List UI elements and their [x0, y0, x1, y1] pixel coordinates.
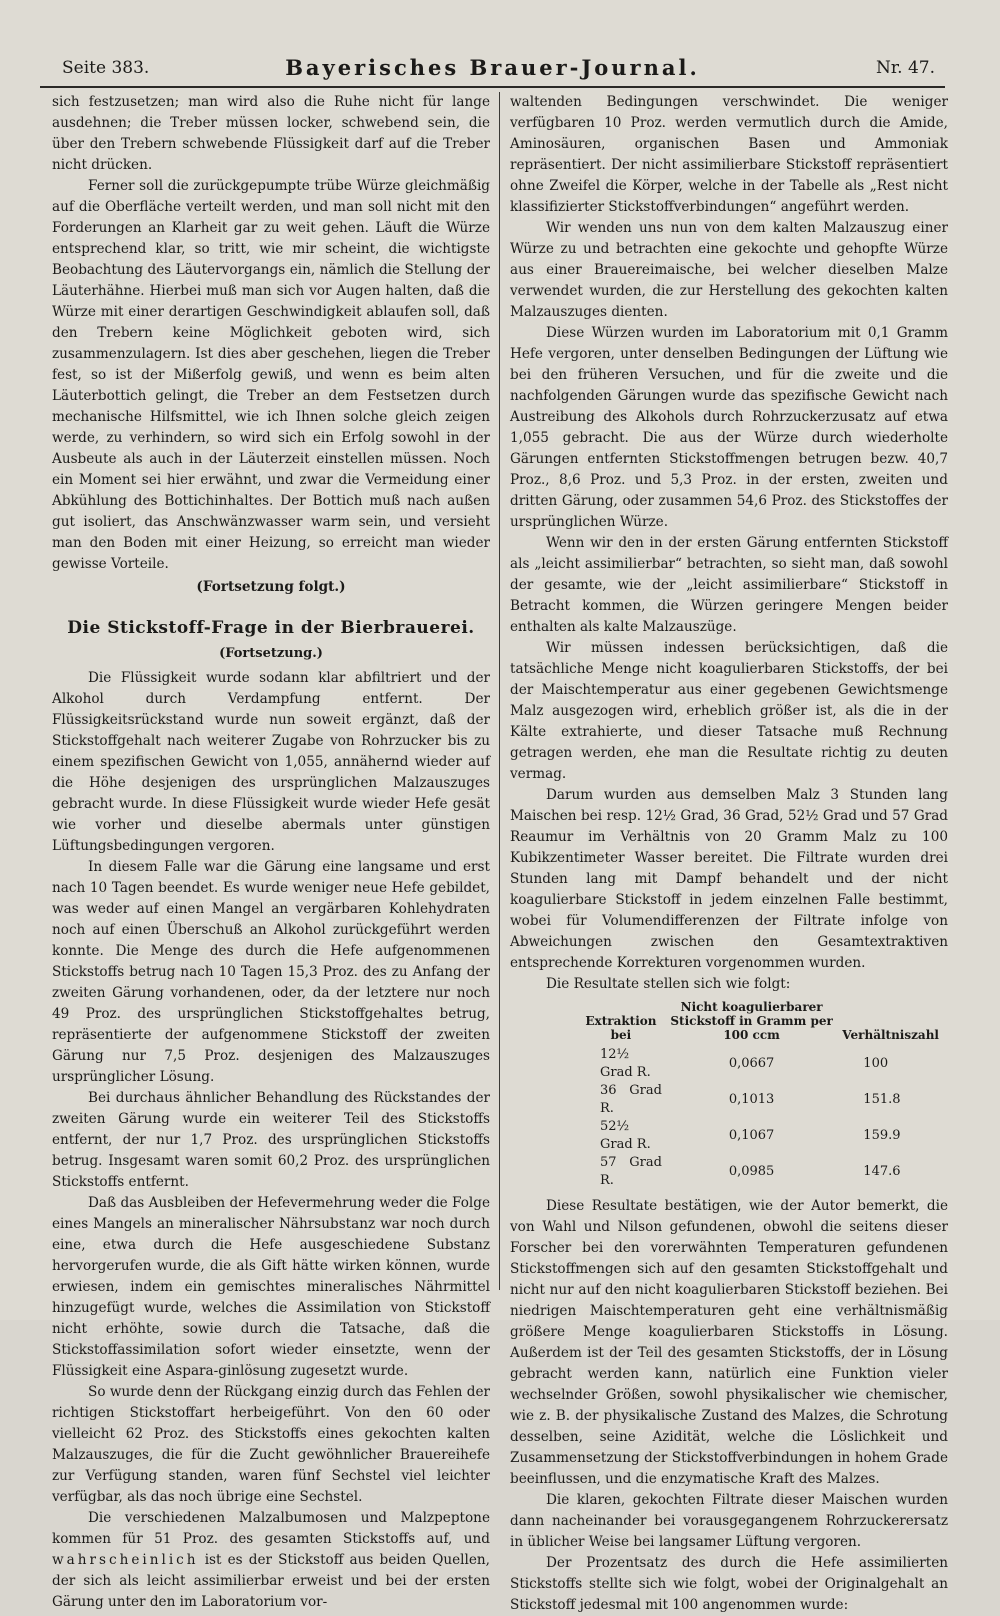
paragraph: In diesem Falle war die Gärung eine langsame und erst nach 10 Tagen beendet. Es wurde weniger neue Hefe gebildet, was weder auf einen Mangel an vergärbaren Kohlehydraten noch auf einen Überschuß an Alkohol zurückgeführt werden konnte. Die Menge des durch die Hefe aufgenommenen Stickstoffs betrug nach 10 Tagen 15,3 Proz. des zu Anfang der zweiten Gärung vorhandenen, oder, da der letztere nur noch 49 Proz. des ursprünglichen Stickstoffgehaltes betrug, repräsentierte der aufgenommene Stickstoff der zweiten Gärung nur 7,5 Proz. desjenigen des Malzauszuges ursprünglicher Lösung. — [52, 859, 490, 1085]
issue-number: Nr. 47. — [876, 58, 935, 78]
table-header-row — [580, 999, 940, 1046]
table-cell: 52½ Grad R. — [600, 1119, 651, 1152]
table-cell: 57 Grad R. — [600, 1155, 662, 1188]
paragraph: Der Prozentsatz des durch die Hefe assimilierten Stickstoffs stellte sich wie folgt, wobei der Originalgehalt an Stickstoff jedesmal mit 100 angenommen wurde: — [510, 1555, 948, 1613]
paragraph: Die klaren, gekochten Filtrate dieser Maischen wurden dann nacheinander bei vorausgegangenem Rohrzuckerersatz in üblicher Weise bei langsamer Lüftung vergoren. — [510, 1492, 948, 1550]
left-column — [52, 92, 490, 1610]
article-subtitle: (Fortsetzung.) — [219, 646, 323, 661]
table-cell: 0,0667 — [728, 1056, 775, 1071]
table-row — [580, 1046, 940, 1082]
table-cell: 12½ Grad R. — [600, 1047, 651, 1080]
page-header — [40, 52, 945, 88]
table-cell: 159.9 — [863, 1128, 901, 1143]
paragraph: Diese Resultate bestätigen, wie der Autor bemerkt, die von Wahl und Nilson gefundenen, obwohl die seitens dieser Forscher bei den vorerwähnten Temperaturen gefundenen Stickstoffmengen sich auf den gesamten Stickstoffgehalt und nicht nur auf den nicht koagulierbaren Stickstoff beziehen. Bei niedrigen Maischtemperaturen geht eine verhältnismäßig größere Menge koagulierbaren Stickstoffs in Lösung. Außerdem ist der Teil des gesamten Stickstoffs, der in Lösung gebracht werden kann, natürlich eine Funktion vieler wechselnder Größen, sowohl physikalischer wie chemischer, wie z. B. der physikalische Zustand des Malzes, die Schrotung desselben, seine Azidität, welche die Löslichkeit und Zusammensetzung der Stickstoffverbindungen in hohem Grade beeinflussen, und die enzymatische Kraft des Malzes. — [510, 1198, 948, 1487]
table-cell: 100 — [863, 1056, 889, 1071]
emphasized-word: wahrscheinlich — [52, 1552, 199, 1568]
paragraph: Bei durchaus ähnlicher Behandlung des Rückstandes der zweiten Gärung wurde ein weiterer Teil des Stickstoffs entfernt, der nur 1,7 Proz. des ursprünglichen Stickstoffs betrug. Insgesamt waren somit 60,2 Proz. des ursprünglichen Stickstoffs entfernt. — [52, 1090, 490, 1190]
paragraph: So wurde denn der Rückgang einzig durch das Fehlen der richtigen Stickstoffart herbeigeführt. Von den 60 oder vielleicht 62 Proz. des Stickstoffs eines gekochten kalten Malzauszuges, die für die Zucht gewöhnlicher Brauereihefe zur Verfügung standen, waren fünf Sechstel viel leichter verfügbar, als das noch übrige eine Sechstel. — [52, 1384, 490, 1505]
column-divider — [499, 92, 500, 1290]
table-cell: 0,1067 — [728, 1128, 775, 1143]
table-row — [580, 1154, 940, 1190]
table-row — [580, 1118, 940, 1154]
table-cell: 36 Grad R. — [600, 1083, 662, 1116]
paragraph: sich festzusetzen; man wird also die Ruhe nicht für lange ausdehnen; die Treber müssen locker, schwebend sein, die über den Trebern schwebende Flüssigkeit darf auf die Treber nicht drücken. — [52, 94, 490, 173]
table-header: Nicht koagulierbarer Stickstoff in Gramm per 100 ccm — [670, 1000, 833, 1042]
table-cell: 0,0985 — [728, 1164, 775, 1179]
table-cell: 147.6 — [863, 1164, 901, 1179]
table-header: Verhältniszahl — [842, 1028, 939, 1042]
table-cell: 151.8 — [863, 1092, 901, 1107]
paragraph — [52, 1508, 490, 1613]
continuation-note: (Fortsetzung folgt.) — [196, 579, 346, 595]
paragraph: waltenden Bedingungen verschwindet. Die weniger verfügbaren 10 Proz. werden vermutlich durch die Amide, Aminosäuren, organischen Basen und Ammoniak repräsentiert. Der nicht assimilierbare Stickstoff repräsentiert ohne Zweifel die Körper, welche in der Tabelle als „Rest nicht klassifizierter Stickstoffverbindungen“ angeführt werden. — [510, 94, 948, 215]
paragraph: Darum wurden aus demselben Malz 3 Stunden lang Maischen bei resp. 12½ Grad, 36 Grad, 52½ Grad und 57 Grad Reaumur im Verhältnis von 20 Gramm Malz zu 100 Kubikzentimeter Wasser bereitet. Die Filtrate wurden drei Stunden lang mit Dampf behandelt und der nicht koagulierbare Stickstoff in jedem einzelnen Falle bestimmt, wobei für Volumendifferenzen der Filtrate infolge von Abweichungen zwischen den Gesamtextraktiven entsprechende Korrekturen vorgenommen wurden. — [510, 787, 948, 971]
paragraph: Wenn wir den in der ersten Gärung entfernten Stickstoff als „leicht assimilierbar“ betrachten, so sieht man, daß sowohl der gesamte, wie der „leicht assimilierbare“ Stickstoff in Betracht kommen, die Würzen geringere Mengen beider enthalten als kalte Malzauszüge. — [510, 535, 948, 635]
results-table — [580, 999, 940, 1190]
paragraph: Die Flüssigkeit wurde sodann klar abfiltriert und der Alkohol durch Verdampfung entfernt. Der Flüssigkeitsrückstand wurde nun soweit ergänzt, daß der Stickstoffgehalt nach weiterer Zugabe von Rohrzucker bis zu einem spezifischen Gewicht von 1,055, annähernd wieder auf die Höhe desjenigen des ursprünglichen Malzauszuges gebracht wurde. In diese Flüssigkeit wurde wieder Hefe gesät wie vorher und dieselbe abermals unter günstigen Lüftungsbedingungen vergoren. — [52, 670, 490, 854]
paragraph: Daß das Ausbleiben der Hefevermehrung weder die Folge eines Mangels an mineralischer Nährsubstanz war noch durch eine, etwa durch die Hefe ausgeschiedene Substanz hervorgerufen wurde, die als Gift hätte wirken können, wurde erwiesen, indem ein gemischtes mineralisches Nährmittel hinzugefügt wurde, welches die Assimilation von Stickstoff nicht erhöhte, sowie durch die Tatsache, daß die Stickstoffassimilation sofort wieder einsetzte, wenn der Flüssigkeit eine Aspara-ginlösung zugesetzt wurde. — [52, 1195, 490, 1379]
table-row — [580, 1082, 940, 1118]
text-run: Die verschiedenen Malzalbumosen und Malzpeptone kommen für 51 Proz. des gesamten Stickstoffs auf, und — [52, 1510, 490, 1547]
text-run: ist es der Stickstoff aus beiden Quellen, der sich als leicht assimilierbar erweist und bei der ersten Gärung unter den im Laboratorium vor- — [52, 1552, 490, 1610]
right-column — [510, 92, 948, 1613]
journal-title: Bayerisches Brauer-Journal. — [285, 55, 700, 80]
paragraph: Wir wenden uns nun von dem kalten Malzauszug einer Würze zu und betrachten eine gekochte und gehopfte Würze aus einer Brauereimaische, bei welcher dieselben Malze verwendet wurden, die zur Herstellung des gekochten kalten Malzauszuges dienten. — [510, 220, 948, 320]
table-header: Extraktion bei — [585, 1014, 657, 1042]
table-cell: 0,1013 — [728, 1092, 775, 1107]
paragraph: Diese Würzen wurden im Laboratorium mit 0,1 Gramm Hefe vergoren, unter denselben Bedingungen der Lüftung wie bei den früheren Versuchen, und für die zweite und die nachfolgenden Gärungen wurde das spezifische Gewicht nach Austreibung des Alkohols durch Rohrzuckerzusatz auf etwa 1,055 gebracht. Die aus der Würze durch wiederholte Gärungen entfernten Stickstoffmengen betrugen bezw. 40,7 Proz., 8,6 Proz. und 5,3 Proz. in der ersten, zweiten und dritten Gärung, oder zusammen 54,6 Proz. des Stickstoffes der ursprünglichen Würze. — [510, 325, 948, 530]
paragraph: Die Resultate stellen sich wie folgt: — [546, 976, 791, 992]
article-title: Die Stickstoff-Frage in der Bierbrauerei. — [67, 618, 475, 638]
page-number: Seite 383. — [62, 58, 150, 78]
paragraph: Wir müssen indessen berücksichtigen, daß die tatsächliche Menge nicht koagulierbaren Stickstoffs, der bei der Maischtemperatur aus einer gegebenen Gewichtsmenge Malz ausgezogen wird, erheblich größer ist, als die in der Kälte extrahierte, und dieser Tatsache muß Rechnung getragen werden, ehe man die Resultate richtig zu deuten vermag. — [510, 640, 948, 782]
paragraph: Ferner soll die zurückgepumpte trübe Würze gleichmäßig auf die Oberfläche verteilt werden, und man soll nicht mit den Forderungen an Klarheit gar zu weit gehen. Läuft die Würze entsprechend klar, so tritt, wie mir scheint, die wichtigste Beobachtung des Läutervorgangs ein, nämlich die Stellung der Läuterhähne. Hierbei muß man sich vor Augen halten, daß die Würze mit einer derartigen Geschwindigkeit ablaufen soll, daß den Trebern keine Möglichkeit geboten wird, sich zusammenzulagern. Ist dies aber geschehen, liegen die Treber fest, so ist der Mißerfolg gewiß, und wenn es beim alten Läuterbottich gelingt, die Treber an dem Festsetzen durch mechanische Hilfsmittel, wie ich Ihnen solche gleich zeigen werde, zu verhindern, so wird sich ein Erfolg sowohl in der Ausbeute als auch in der Läuterzeit einstellen müssen. Noch ein Moment sei hier erwähnt, und zwar die Vermeidung einer Abkühlung des Bottichinhaltes. Der Bottich muß nach außen gut isoliert, das Anschwänzwasser warm sein, und versieht man den Boden mit einer Heizung, so erreicht man wieder gewisse Vorteile. — [52, 178, 490, 572]
